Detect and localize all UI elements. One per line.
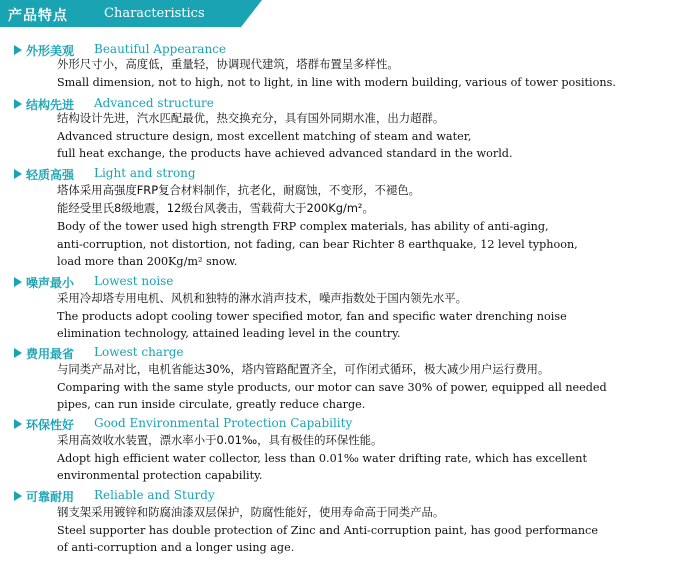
section-text-line: full heat exchange, the products have achieved advanced standard in the world. (57, 147, 513, 160)
section-title-en: Light and strong (94, 166, 196, 180)
section-title-cn: 轻质高强 (26, 168, 75, 182)
section-text-line: 结构设计先进，汽水匹配最优，热交换充分，具有国外同期水准，出力超群。 (57, 111, 445, 125)
section-text-line: 钢支架采用镀锌和防腐油漆双层保护，防腐性能好，使用寿命高于同类产品。 (57, 505, 445, 519)
section-title-row (0, 345, 700, 361)
section-text-line: environmental protection capability. (57, 469, 263, 482)
triangle-arrow-icon (14, 348, 22, 358)
section-text-line: 外形尺寸小，高度低，重量轻，协调现代建筑，塔群布置呈多样性。 (57, 57, 399, 71)
triangle-arrow-icon (14, 99, 22, 109)
triangle-arrow-icon (14, 491, 22, 501)
section-text-line: of anti-corruption and a longer using age. (57, 541, 295, 554)
triangle-arrow-icon (14, 419, 22, 429)
section-title-row (0, 488, 700, 504)
section-title-en: Reliable and Sturdy (94, 488, 215, 502)
section-title-en: Lowest charge (94, 345, 184, 359)
triangle-arrow-icon (14, 277, 22, 287)
section-title-en: Lowest noise (94, 274, 174, 288)
section-noise (0, 274, 700, 340)
section-text-line: Adopt high efficient water collector, less than 0.01‰ water drifting rate, which has excellent (57, 452, 587, 465)
section-environmental (0, 416, 700, 482)
section-title-cn: 结构先进 (26, 98, 75, 112)
section-reliable (0, 488, 700, 554)
section-text-line: Advanced structure design, most excellent matching of steam and water, (57, 130, 472, 143)
section-text-line: The products adopt cooling tower specified motor, fan and specific water drenching noise (57, 310, 567, 323)
section-title-row (0, 416, 700, 432)
section-text-line: 能经受里氏8级地震，12级台风袭击，雪载荷大于200Kg/m²。 (57, 201, 374, 215)
header-title-en: Characteristics (104, 6, 205, 21)
section-title-row (0, 274, 700, 290)
section-text-line: pipes, can run inside circulate, greatly reduce charge. (57, 398, 366, 411)
triangle-arrow-icon (14, 169, 22, 179)
section-title-en: Beautiful Appearance (94, 42, 227, 56)
section-text-line: 采用高效收水装置，漂水率小于0.01‰，具有极佳的环保性能。 (57, 433, 383, 447)
section-charge (0, 345, 700, 411)
section-title-cn: 可靠耐用 (26, 490, 75, 504)
section-title-cn: 外形美观 (26, 44, 75, 58)
section-title-cn: 噪声最小 (26, 276, 75, 290)
section-appearance (0, 42, 700, 89)
section-title-en: Good Environmental Protection Capability (94, 416, 353, 430)
section-text-line: Steel supporter has double protection of Zinc and Anti-corruption paint, has good performance (57, 524, 598, 537)
section-text-line: load more than 200Kg/m² snow. (57, 255, 238, 268)
section-title-row (0, 166, 700, 182)
section-text-line: Comparing with the same style products, our motor can save 30% of power, equipped all needed (57, 381, 607, 394)
section-text-line: anti-corruption, not distortion, not fading, can bear Richter 8 earthquake, 12 level typhoon, (57, 238, 578, 251)
section-structure (0, 96, 700, 160)
header-title-cn: 产品特点 (8, 8, 68, 24)
section-title-en: Advanced structure (94, 96, 214, 110)
section-title-cn: 费用最省 (26, 347, 75, 361)
triangle-arrow-icon (14, 45, 22, 55)
section-text-line: Body of the tower used high strength FRP complex materials, has ability of anti-aging, (57, 220, 549, 233)
section-text-line: 采用冷却塔专用电机、风机和独特的淋水消声技术，噪声指数处于国内领先水平。 (57, 291, 468, 305)
section-title-cn: 环保性好 (26, 418, 75, 432)
section-text-line: 与同类产品对比，电机省能达30%，塔内管路配置齐全，可作闭式循环，极大减少用户运行费用。 (57, 362, 550, 376)
section-text-line: Small dimension, not to high, not to light, in line with modern building, various of tower positions. (57, 76, 616, 89)
section-text-line: elimination technology, attained leading level in the country. (57, 327, 401, 340)
section-text-line: 塔体采用高强度FRP复合材料制作，抗老化，耐腐蚀，不变形，不褪色。 (57, 183, 421, 197)
section-light-strong (0, 166, 700, 268)
